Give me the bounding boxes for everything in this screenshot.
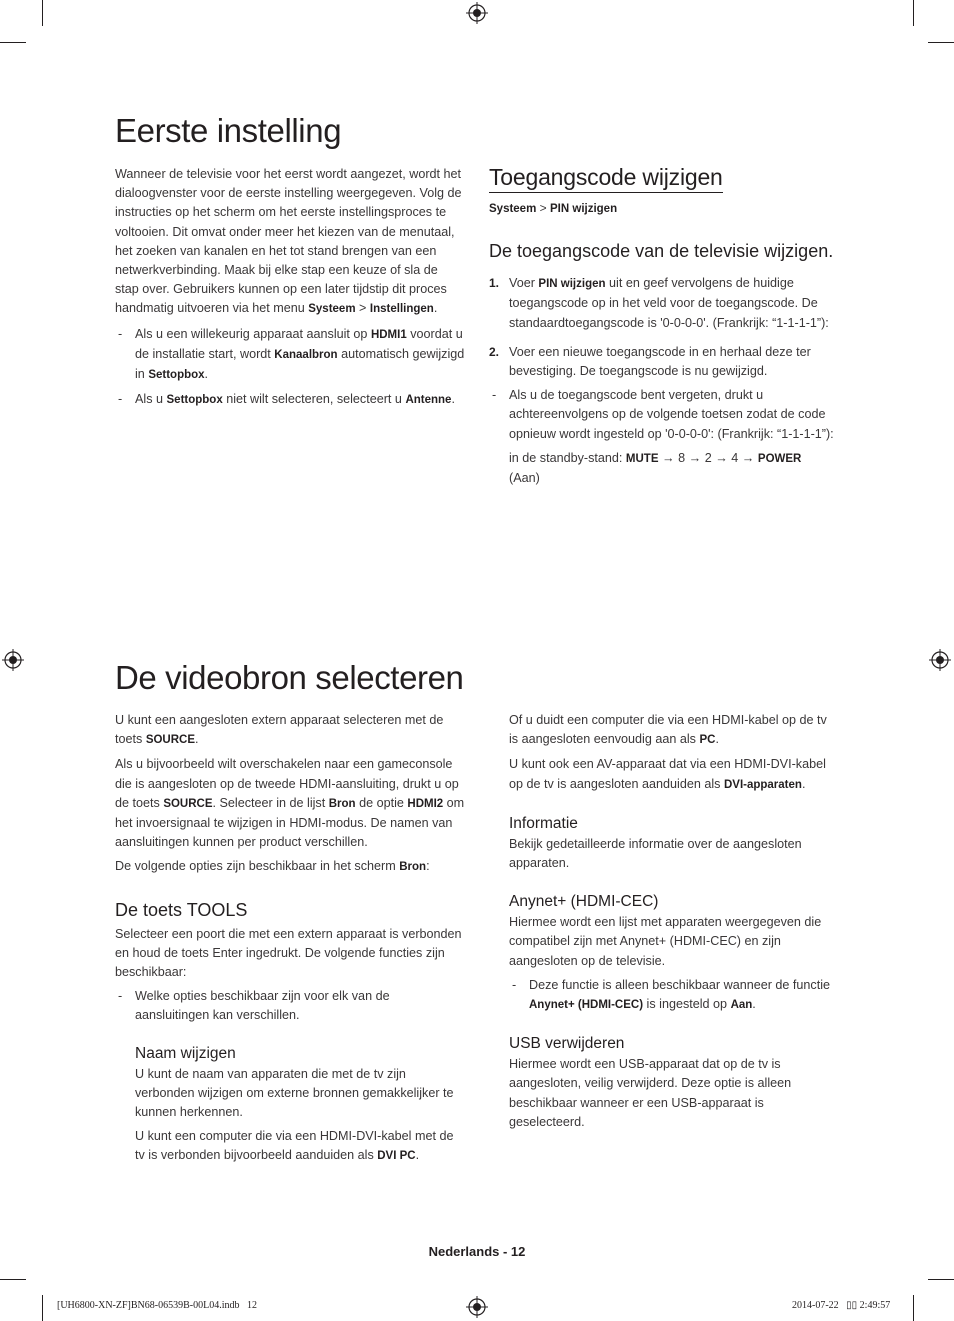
crop-mark bbox=[928, 1279, 954, 1280]
print-slug-file: [UH6800-XN-ZF]BN68-06539B-00L04.indb 12 bbox=[57, 1300, 257, 1311]
informatie-heading: Informatie bbox=[509, 814, 578, 832]
crop-mark bbox=[0, 42, 26, 43]
usb-text: Hiermee wordt een USB-apparaat dat op de tv is aangesloten, veilig verwijderd. Deze optie is alleen beschikbaar wanneer er een USB-apparaat is geselecteerd. bbox=[509, 1057, 792, 1129]
videobron-paragraph-2: Als u bijvoorbeeld wilt overschakelen naar een gameconsole die is aangesloten op de tweede HDMI-aansluiting, drukt u op de toets SOURCE. Selecteer in de lijst Bron de optie HDMI2 om het invoersignaal te wijzigen in HDMI-modus. De namen van aansluitingen kunnen per product verschillen. bbox=[115, 757, 465, 850]
anynet-text: Hiermee wordt een lijst met apparaten weergegeven die compatibel zijn met Anynet+ (HDMI-CEC) en zijn aangesloten op de televisie. bbox=[509, 915, 822, 968]
videobron-left-column bbox=[115, 711, 465, 1167]
videobron-paragraph-3: De volgende opties zijn beschikbaar in het scherm Bron: bbox=[115, 859, 430, 874]
naam-wijzigen-heading: Naam wijzigen bbox=[135, 1044, 236, 1062]
pin-step-2: 2. Voer een nieuwe toegangscode in en herhaal deze ter bevestiging. De toegangscode is nu gewijzigd. bbox=[489, 344, 811, 379]
videobron-paragraph-1: U kunt een aangesloten extern apparaat selecteren met de toets SOURCE. bbox=[115, 713, 444, 747]
menu-path-instellingen: Instellingen bbox=[369, 303, 434, 316]
pc-paragraph: Of u duidt een computer die via een HDMI-kabel op de tv is aangesloten eenvoudig aan als PC. bbox=[509, 713, 827, 747]
naam-wijzigen-text-1: U kunt de naam van apparaten die met de tv zijn verbonden wijzigen om externe bronnen gemakkelijker te kunnen herkennen. bbox=[135, 1066, 454, 1120]
crop-mark bbox=[0, 1279, 26, 1280]
page-number: Nederlands - 12 bbox=[428, 1244, 526, 1259]
crop-mark bbox=[928, 42, 954, 43]
pin-section bbox=[489, 164, 839, 488]
naam-wijzigen-block bbox=[115, 1044, 465, 1167]
videobron-right-column bbox=[509, 711, 839, 1132]
note-settopbox: - Als u Settopbox niet wilt selecteren, selecteert u Antenne. bbox=[115, 390, 465, 410]
tools-note: - Welke opties beschikbaar zijn voor elk van de aansluitingen kan verschillen. bbox=[115, 987, 465, 1025]
menu-path-systeem: Systeem bbox=[308, 303, 356, 316]
crop-mark bbox=[913, 0, 914, 26]
informatie-text: Bekijk gedetailleerde informatie over de aangesloten apparaten. bbox=[509, 836, 802, 871]
crop-mark bbox=[42, 0, 43, 26]
pin-standby-sequence: in de standby-stand: MUTE → 8 → 2 → 4 → POWER (Aan) bbox=[509, 450, 802, 486]
pin-forgot-note: - Als u de toegangscode bent vergeten, drukt u achtereenvolgens op de volgende toetsen zodat de code opnieuw wordt ingesteld op '0-0-0-0': (Frankrijk: “1-1-1-1”): bbox=[489, 386, 839, 444]
usb-heading: USB verwijderen bbox=[509, 1035, 625, 1053]
anynet-heading: Anynet+ (HDMI-CEC) bbox=[509, 893, 659, 911]
registration-crosshair-icon bbox=[2, 649, 24, 671]
registration-crosshair-icon bbox=[929, 649, 951, 671]
note-hdmi1: - Als u een willekeurig apparaat aansluit op HDMI1 voordat u de installatie start, wordt Kanaalbron automatisch gewijzigd in Settopbox. bbox=[115, 325, 465, 386]
naam-wijzigen-text-2: U kunt een computer die via een HDMI-DVI-kabel met de tv is verbonden bijvoorbeeld aanduiden als DVI PC. bbox=[135, 1129, 454, 1163]
crop-mark bbox=[913, 1295, 914, 1321]
eerste-instelling-body bbox=[115, 165, 465, 410]
pin-subtitle: De toegangscode van de televisie wijzigen. bbox=[489, 241, 834, 262]
section-title-eerste-instelling: Eerste instelling bbox=[115, 112, 342, 149]
dvi-paragraph: U kunt ook een AV-apparaat dat via een HDMI-DVI-kabel op de tv is aangesloten aanduiden als DVI-apparaten. bbox=[509, 757, 826, 791]
pin-step-1: 1. Voer PIN wijzigen uit en geef vervolgens de huidige toegangscode op in het veld voor de toegangscode. De standaardtoegangscode is '0-0-0-0'. (Frankrijk: “1-1-1-1”): bbox=[489, 276, 829, 330]
print-slug-date: 2014-07-22 ▯▯ 2:49:57 bbox=[792, 1300, 891, 1311]
registration-crosshair-icon bbox=[466, 2, 488, 24]
registration-crosshair-icon bbox=[466, 1296, 488, 1318]
anynet-note: - Deze functie is alleen beschikbaar wanneer de functie Anynet+ (HDMI-CEC) is ingesteld op Aan. bbox=[509, 976, 839, 1015]
section-title-toegangscode: Toegangscode wijzigen bbox=[489, 164, 723, 193]
breadcrumb: Systeem > PIN wijzigen bbox=[489, 201, 618, 215]
crop-mark bbox=[42, 1295, 43, 1321]
intro-paragraph: Wanneer de televisie voor het eerst wordt aangezet, wordt het dialoogvenster voor de eerste instelling weergegeven. Volg de instructies op het scherm om het eerste instellingsproces te voltooien. Dit omvat onder meer het kiezen van de menutaal, het zoeken van kanalen en het tot stand brengen van een netwerkverbinding. Maak bij elke stap een keuze of sla de stap over. Gebruikers kunnen op een later tijdstip dit proces handmatig uitvoeren via het menu Systeem > Instellingen. bbox=[115, 167, 462, 316]
tools-text: Selecteer een poort die met een extern apparaat is verbonden en houd de toets Enter ingedrukt. De volgende functies zijn beschikbaar: bbox=[115, 926, 462, 980]
tools-heading: De toets TOOLS bbox=[115, 899, 248, 920]
section-title-videobron: De videobron selecteren bbox=[115, 659, 464, 696]
